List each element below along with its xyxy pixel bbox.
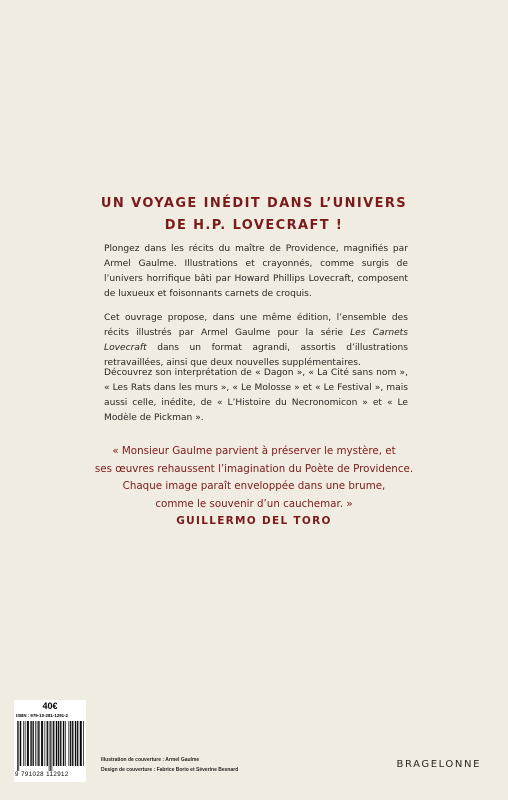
barcode-bar (17, 721, 18, 771)
barcode-bar (45, 721, 46, 766)
barcode-bar (49, 721, 50, 771)
barcode-bar (78, 721, 79, 766)
barcode-bar (73, 721, 74, 766)
barcode-bar (64, 721, 65, 766)
barcode-bar (21, 721, 22, 766)
cover-credits (101, 755, 238, 775)
barcode-bar (37, 721, 38, 766)
barcode-bar (83, 721, 84, 766)
price-label: 40€ (42, 701, 58, 711)
quote-line-2: ses œuvres rehaussent l’imagination du Poète de Providence. (94, 462, 414, 475)
barcode-bar (31, 721, 32, 766)
headline-line-1: UN VOYAGE INÉDIT DANS L’UNIVERS (100, 196, 408, 211)
headline-line-2: DE H.P. LOVECRAFT ! (164, 218, 344, 233)
barcode-bar (47, 721, 48, 766)
design-credit: Design de couverture : Fabrice Borio et Séverine Besnard (101, 767, 239, 773)
synopsis-paragraph-1: Plongez dans les récits du maître de Providence, magnifiés par Armel Gaulme. Illustrations et crayonnés, comme surgis de l’univers horrifique bâti par Howard Phillips Lovecraft, composent de luxueux et foisonnants carnets de croquis. (104, 244, 408, 299)
barcode-bar (28, 721, 29, 766)
barcode-bar (33, 721, 34, 766)
barcode-bar (18, 721, 19, 771)
barcode-bar (47, 721, 48, 766)
barcode-digits: 9 791028 112912 (15, 771, 69, 778)
quote-line-4: comme le souvenir d’un cauchemar. » (155, 497, 353, 510)
illustration-credit: Illustration de couverture : Armel Gaulme (101, 757, 200, 763)
barcode-bar (60, 721, 61, 766)
barcode-bar (52, 721, 53, 771)
synopsis-paragraph-3: Découvrez son interprétation de « Dagon », « La Cité sans nom », « Les Rats dans les murs », « Le Molosse » et « Le Festival », mais aussi celle, inédite, de « L’Histoire du Necronomicon » et « Le Modèle de Pickman ». (104, 368, 408, 423)
quote-line-3: Chaque image paraît enveloppée dans une brume, (122, 480, 386, 492)
barcode-bar (20, 721, 21, 766)
barcode-bar (30, 721, 31, 766)
barcode-bar (65, 721, 66, 766)
barcode-bar (53, 721, 54, 766)
barcode-bar (25, 721, 26, 766)
barcode-bar (39, 721, 40, 766)
barcode-bar (71, 721, 72, 766)
barcode-bar (72, 721, 73, 766)
barcode-bar (76, 721, 77, 766)
barcode-bar (50, 721, 51, 771)
barcode-bar (23, 721, 24, 766)
quote-author: GUILLERMO DEL TORO (176, 515, 332, 527)
isbn-label: ISBN : 979-10-281-1291-2 (16, 713, 68, 718)
barcode-bar (35, 721, 36, 766)
synopsis-paragraph-2 (104, 311, 408, 371)
barcode-bar (58, 721, 59, 766)
barcode-bar (41, 721, 42, 766)
paragraph-2-text-start: Cet ouvrage propose, dans une même édition, l’ensemble des récits illustrés par Armel Gaulme pour la série (104, 313, 408, 338)
quote-line-1: « Monsieur Gaulme parvient à préserver le mystère, et (112, 445, 396, 457)
headline (0, 193, 508, 237)
publisher-logo: BRAGELONNE (396, 759, 481, 770)
endorsement-quote (0, 443, 508, 513)
barcode-bar (33, 721, 34, 766)
barcode-bar (77, 721, 78, 766)
barcode-bar (54, 721, 55, 766)
barcode-bar (63, 721, 64, 766)
barcode-bar (27, 721, 28, 766)
barcode-bar (56, 721, 57, 766)
barcode-bar (28, 721, 29, 766)
barcode-bar (80, 721, 81, 766)
barcode-bar (75, 721, 76, 766)
price-barcode-box (14, 700, 86, 782)
barcode-bar (42, 721, 43, 766)
barcode-bar (59, 721, 60, 766)
barcode-bar (81, 721, 82, 766)
barcode-bar (42, 721, 43, 766)
barcode (17, 721, 84, 771)
paragraph-2-text-end: dans un format agrandi, assortis d’illustrations retravaillées, ainsi que deux nouvelles supplémentaires. (104, 343, 408, 368)
series-title: Les Carnets Lovecraft (104, 328, 408, 353)
barcode-bar (70, 721, 71, 766)
barcode-bar (38, 721, 39, 766)
barcode-bar (56, 721, 57, 766)
barcode-bar (61, 721, 62, 766)
barcode-bar (68, 721, 69, 766)
barcode-bar (80, 721, 81, 766)
